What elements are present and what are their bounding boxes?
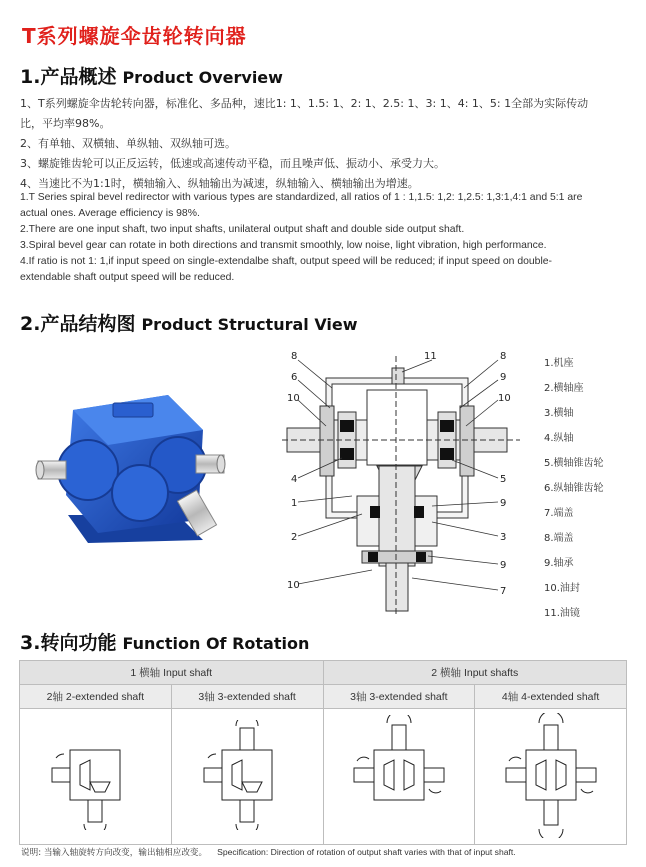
cn-line: 3、螺旋锥齿轮可以正反运转，低速或高速传动平稳，而且噪声低、振动小、承受力大。 — [20, 157, 445, 170]
section-overview-heading — [20, 62, 283, 89]
callout-label: 9 — [500, 560, 507, 571]
rotation-diagram-cell — [171, 709, 323, 845]
callout-label: 7 — [500, 586, 507, 597]
parts-list-item: 9.轴承 — [544, 558, 574, 569]
callout-label: 6 — [291, 372, 298, 383]
section-structure-heading — [20, 309, 358, 336]
cn-line: 比，平均率98%。 — [20, 117, 111, 130]
parts-list-item: 2.横轴座 — [544, 383, 584, 394]
callout-label: 5 — [500, 474, 507, 485]
heading-cn: 2.产品结构图 — [20, 313, 136, 335]
rotation-diagram-3shaft — [202, 720, 292, 830]
rotation-diagram-cell — [20, 709, 172, 845]
en-line: 3.Spiral bevel gear can rotate in both directions and transmit smoothly, low noise, light vibration, high performance. — [20, 240, 547, 251]
parts-list-item: 7.端盖 — [544, 508, 574, 519]
rotation-diagram-cell — [323, 709, 475, 845]
en-line: extendable shaft output speed will be reduced. — [20, 272, 235, 283]
footer-note — [21, 846, 516, 858]
parts-list-item: 6.纵轴锥齿轮 — [544, 483, 604, 494]
en-line: 2.There are one input shaft, two input shafts, unilateral output shaft and double side output shaft. — [20, 224, 465, 235]
group-header: 2 横轴 Input shafts — [323, 661, 627, 685]
section-rotation-heading — [20, 628, 309, 655]
parts-list — [544, 354, 604, 629]
callout-label: 4 — [291, 474, 298, 485]
heading-cn: 1.产品概述 — [20, 66, 117, 88]
cn-line: 2、有单轴、双横轴、单纵轴、双纵轴可选。 — [20, 137, 236, 150]
parts-list-item: 4.纵轴 — [544, 433, 574, 444]
callout-label: 10 — [498, 393, 511, 404]
parts-list-item: 8.端盖 — [544, 533, 574, 544]
callout-label: 1 — [291, 498, 298, 509]
structural-drawing — [282, 346, 522, 616]
parts-list-item: 1.机座 — [544, 358, 574, 369]
en-line: 1.T Series spiral bevel redirector with various types are standardized, all ratios of 1 : 1,1.5: 1,2: 1,2.5: 1,3:1,4:1 and 5:1 are — [20, 192, 583, 203]
note-en: Specification: Direction of rotation of output shaft varies with that of input shaft. — [217, 847, 516, 857]
heading-en: Product Structural View — [141, 315, 358, 334]
rotation-diagram-cell — [475, 709, 627, 845]
parts-list-item: 11.油镜 — [544, 608, 580, 619]
callout-label: 8 — [291, 351, 298, 362]
page-title: T系列螺旋伞齿轮转向器 — [22, 24, 247, 48]
overview-cn-text — [20, 94, 588, 194]
heading-en: Function Of Rotation — [122, 634, 310, 653]
callout-label: 8 — [500, 351, 507, 362]
callout-label: 11 — [424, 351, 437, 362]
cn-line: 1、T系列螺旋伞齿轮转向器，标准化、多品种，速比1: 1、1.5: 1、2: 1、2.5: 1、3: 1、4: 1、5: 1全部为实际传动 — [20, 97, 589, 110]
en-line: actual ones. Average efficiency is 98%. — [20, 208, 200, 219]
rotation-diagram-3shaft-dual — [349, 715, 449, 835]
sub-header: 4轴 4-extended shaft — [475, 685, 627, 709]
rotation-diagram-2shaft — [50, 720, 140, 830]
overview-en-text — [20, 190, 582, 286]
callout-label: 3 — [500, 532, 507, 543]
sub-header: 2轴 2-extended shaft — [20, 685, 172, 709]
parts-list-item: 10.油封 — [544, 583, 580, 594]
callout-label: 10 — [287, 393, 300, 404]
gearbox-photo — [28, 375, 228, 560]
parts-list-item: 3.横轴 — [544, 408, 574, 419]
cn-line: 4、当速比不为1:1时，横轴输入、纵轴输出为减速，纵轴输入、横轴输出为增速。 — [20, 177, 419, 190]
rotation-diagram-4shaft — [501, 713, 601, 838]
note-cn: 说明: 当输入轴旋转方向改变，输出轴相应改变。 — [21, 848, 208, 858]
en-line: 4.If ratio is not 1: 1,if input speed on single-extendalbe shaft, output speed will be reduced; if input speed on double- — [20, 256, 553, 267]
callout-label: 9 — [500, 372, 507, 383]
group-header: 1 横轴 Input shaft — [20, 661, 324, 685]
callout-label: 10 — [287, 580, 300, 591]
rotation-table — [19, 660, 627, 845]
sub-header: 3轴 3-extended shaft — [323, 685, 475, 709]
callout-label: 9 — [500, 498, 507, 509]
heading-en: Product Overview — [122, 68, 283, 87]
parts-list-item: 5.横轴锥齿轮 — [544, 458, 604, 469]
heading-cn: 3.转向功能 — [20, 632, 117, 654]
callout-label: 2 — [291, 532, 298, 543]
sub-header: 3轴 3-extended shaft — [171, 685, 323, 709]
